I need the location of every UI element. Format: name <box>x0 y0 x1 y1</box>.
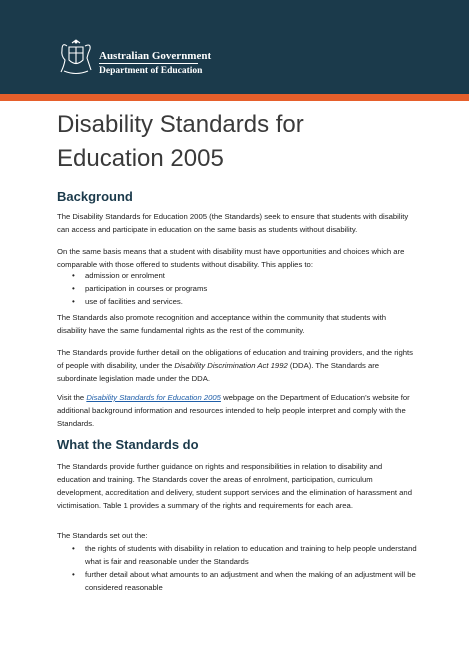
paragraph-guidance: The Standards provide further guidance on rights and responsibilities in relation to disability and education and training. The Standards cover the areas of enrolment, participation, curriculum development, accreditation and delivery, student support services and the elimination of harassment and victimisation. Table 1 provides a summary of the rights and requirements for each area. <box>57 462 412 510</box>
government-wordmark <box>99 50 211 77</box>
paragraph-recognition: The Standards also promote recognition and acceptance within the community that students with disability have the same fundamental rights as the rest of the community. <box>57 313 387 335</box>
header-banner <box>0 0 469 94</box>
paragraph-text: (DDA). The Standards are subordinate legislation made under the DDA. <box>57 361 380 383</box>
paragraph-text: webpage on the Department of Education’s website for additional background information and resources intended to help people interpret and comply with the Standards. <box>57 393 410 428</box>
paragraph-obligations <box>57 346 417 385</box>
wordmark-divider <box>99 63 198 64</box>
document-title: Disability Standards for Education 2005 <box>57 111 304 172</box>
department-name: Department of Education <box>99 66 203 76</box>
what-standards-do-heading: What the Standards do <box>57 437 199 452</box>
paragraph-text: Visit the <box>57 393 87 402</box>
dda-act-title: Disability Discrimination Act 1992 <box>174 361 288 370</box>
paragraph-same-basis: On the same basis means that a student with disability must have opportunities and choices which are comparable with those offered to students without disability. This applies to: <box>57 247 405 269</box>
coat-of-arms-icon <box>58 38 94 78</box>
paragraph-set-out: The Standards set out the: <box>57 531 148 540</box>
list-item: • further detail about what amounts to an adjustment and when the making of an adjustment will be considered reasonable <box>57 568 417 594</box>
list-item: • participation in courses or programs <box>57 282 417 295</box>
government-name: Australian Government <box>99 50 212 62</box>
set-out-list <box>57 542 417 594</box>
paragraph-intro: The Disability Standards for Education 2005 (the Standards) seek to ensure that students with disability can access and participate in education on the same basis as students without disability. <box>57 212 409 234</box>
paragraph-visit <box>57 391 417 430</box>
header-accent-bar <box>0 94 469 101</box>
list-item: • the rights of students with disability in relation to education and training to help people understand what is fair and reasonable under the Standards <box>57 542 417 568</box>
paragraph-text: The Standards provide further detail on the obligations of education and training providers, and the rights of people with disability, under the <box>57 348 413 370</box>
applies-to-list <box>57 269 417 308</box>
standards-webpage-link[interactable]: Disability Standards for Education 2005 <box>86 393 221 402</box>
list-item: • admission or enrolment <box>57 269 417 282</box>
list-item: • use of facilities and services. <box>57 295 417 308</box>
background-heading: Background <box>57 189 133 204</box>
